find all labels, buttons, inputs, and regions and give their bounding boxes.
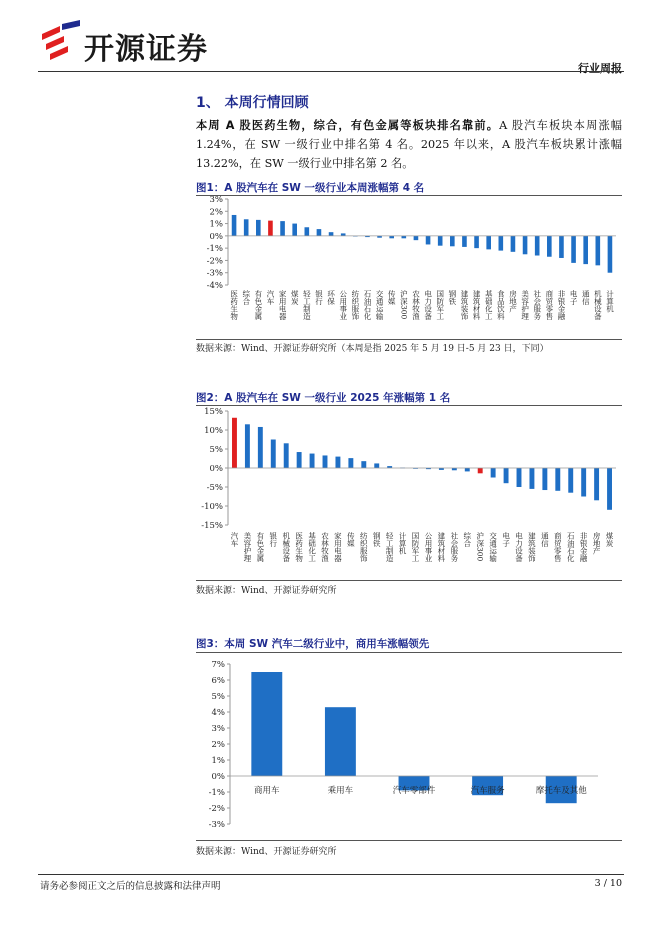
- x-tick-label: 有色金属: [255, 532, 265, 562]
- x-tick-label: 摩托车及其他: [535, 786, 587, 796]
- figure3-source: 数据来源：Wind、开源证券研究所: [196, 847, 337, 857]
- x-tick-label: 汽车: [229, 532, 239, 547]
- y-tick-label: -1%: [206, 244, 223, 255]
- bar-11: [361, 461, 366, 468]
- figure2-source: 数据来源：Wind、开源证券研究所: [196, 586, 337, 596]
- footer-disclaimer: 请务必参阅正文之后的信息披露和法律声明: [40, 881, 221, 892]
- x-tick-label: 农林牧渔: [320, 532, 330, 562]
- figure3-chart: [196, 654, 622, 838]
- y-tick-label: 15%: [204, 407, 223, 417]
- x-tick-label: 社会服务: [532, 290, 542, 320]
- y-tick-label: 6%: [211, 676, 225, 686]
- bar-3: [256, 220, 261, 236]
- y-tick-label: 5%: [209, 445, 223, 455]
- bar-20: [478, 468, 483, 473]
- x-tick-label: 汽车服务: [470, 786, 505, 796]
- bar-1: [232, 418, 237, 468]
- bar-4: [268, 221, 273, 236]
- x-tick-label: 纺织服饰: [359, 532, 369, 562]
- x-tick-label: 基础化工: [307, 532, 317, 562]
- bar-9: [329, 232, 334, 236]
- section-title: 1、 本周行情回顾: [196, 95, 309, 111]
- figure1-chart: [196, 196, 622, 336]
- x-tick-label: 房地产: [508, 290, 518, 313]
- bar-1: [251, 672, 282, 776]
- bar-22: [486, 236, 491, 250]
- y-tick-label: 0%: [209, 231, 223, 242]
- x-tick-label: 建筑装饰: [459, 290, 469, 320]
- figure2-title: 图2：A 股汽车在 SW 一级行业 2025 年涨幅第 1 名: [196, 392, 451, 404]
- y-tick-label: -15%: [201, 521, 223, 531]
- x-tick-label: 银行: [268, 532, 278, 547]
- bar-26: [535, 236, 540, 256]
- bar-24: [511, 236, 516, 252]
- x-tick-label: 轻工制造: [302, 290, 312, 320]
- x-tick-label: 建筑装饰: [527, 532, 537, 562]
- bar-8: [323, 455, 328, 468]
- y-tick-label: -4%: [206, 281, 223, 291]
- page-number: 3 / 10: [594, 878, 622, 889]
- x-tick-label: 医药生物: [294, 532, 304, 562]
- bar-23: [499, 236, 504, 251]
- y-tick-label: -2%: [206, 256, 223, 267]
- x-tick-label: 房地产: [592, 532, 602, 555]
- x-tick-label: 传媒: [387, 290, 397, 305]
- x-tick-label: 汽车零部件: [392, 786, 436, 796]
- bar-30: [607, 468, 612, 510]
- bar-17: [426, 236, 431, 245]
- x-tick-label: 纺织服饰: [350, 290, 360, 320]
- bar-6: [292, 224, 297, 236]
- lead-text: A 股汽车板块本周涨幅 1.24%，在 SW 一级行业中排名第 4 名。2025 年以来，A 股汽车板块累计涨幅 13.22%，在 SW 一级行业中排名第 2 名。: [196, 119, 622, 170]
- x-tick-label: 传媒: [346, 532, 356, 547]
- bar-12: [374, 463, 379, 468]
- bar-9: [335, 457, 340, 468]
- x-tick-label: 计算机: [605, 290, 615, 313]
- y-tick-label: -5%: [206, 483, 223, 493]
- x-tick-label: 沪深300: [475, 532, 485, 562]
- x-tick-label: 建筑材料: [472, 290, 482, 320]
- bar-24: [529, 468, 534, 489]
- x-tick-label: 通信: [540, 532, 550, 547]
- bar-28: [559, 236, 564, 258]
- bar-5: [284, 443, 289, 468]
- x-tick-label: 有色金属: [253, 290, 263, 320]
- x-tick-label: 煤炭: [605, 532, 615, 547]
- x-tick-label: 家用电器: [278, 290, 288, 320]
- x-tick-label: 商用车: [254, 786, 280, 796]
- x-tick-label: 美容护理: [520, 290, 530, 320]
- x-tick-label: 农林牧渔: [411, 290, 421, 320]
- bar-19: [450, 236, 455, 246]
- y-tick-label: 7%: [211, 660, 225, 670]
- y-tick-label: -2%: [208, 804, 225, 814]
- bar-31: [596, 236, 601, 265]
- x-tick-label: 钢铁: [372, 532, 382, 547]
- y-tick-label: 4%: [211, 708, 225, 718]
- figure2-bottom-rule: [196, 580, 622, 581]
- x-tick-label: 家用电器: [333, 532, 343, 562]
- x-tick-label: 社会服务: [449, 532, 459, 562]
- figure1-bottom-rule: [196, 339, 622, 340]
- bar-8: [317, 229, 322, 236]
- y-tick-label: 1%: [211, 756, 225, 766]
- y-tick-label: -3%: [208, 820, 225, 830]
- x-tick-label: 商贸零售: [544, 290, 554, 320]
- bar-2: [245, 424, 250, 468]
- x-tick-label: 石油石化: [362, 290, 372, 320]
- figure1-source: 数据来源：Wind、开源证券研究所（本周是指 2025 年 5 月 19 日-5 月 23 日，下同）: [196, 344, 549, 354]
- bar-30: [583, 236, 588, 264]
- x-tick-label: 汽车: [265, 290, 275, 305]
- bar-26: [555, 468, 560, 491]
- bar-18: [438, 236, 443, 246]
- lead-bold: 本周 A 股医药生物，综合，有色金属等板块排名靠前。: [196, 119, 500, 132]
- figure3-bottom-rule: [196, 840, 622, 841]
- bar-25: [542, 468, 547, 490]
- bar-23: [517, 468, 522, 487]
- y-tick-label: 5%: [211, 692, 225, 702]
- bar-10: [348, 458, 353, 468]
- x-tick-label: 公用事业: [338, 290, 348, 320]
- y-tick-label: 1%: [209, 219, 223, 230]
- bar-21: [474, 236, 479, 248]
- y-tick-label: 10%: [204, 426, 223, 436]
- footer-divider: [38, 874, 624, 875]
- x-tick-label: 通信: [581, 290, 591, 305]
- bar-3: [258, 427, 263, 468]
- x-tick-label: 计算机: [398, 532, 408, 555]
- x-tick-label: 钢铁: [447, 290, 457, 305]
- x-tick-label: 煤炭: [290, 290, 300, 305]
- x-tick-label: 石油石化: [566, 532, 576, 562]
- x-tick-label: 食品饮料: [496, 290, 506, 320]
- y-tick-label: 0%: [211, 772, 225, 782]
- brand-logo-icon: [40, 20, 82, 60]
- x-tick-label: 电力设备: [423, 290, 433, 320]
- report-type: 行业周报: [578, 62, 622, 75]
- x-tick-label: 综合: [462, 532, 472, 547]
- y-tick-label: 3%: [211, 724, 225, 734]
- x-tick-label: 国防军工: [435, 290, 445, 320]
- y-tick-label: 3%: [209, 196, 223, 205]
- x-tick-label: 电子: [569, 290, 579, 305]
- figure2-chart: [196, 406, 622, 578]
- x-tick-label: 环保: [326, 290, 336, 305]
- brand-name: 开源证券: [84, 32, 208, 67]
- bar-28: [581, 468, 586, 497]
- x-tick-label: 医药生物: [229, 290, 239, 320]
- figure3-title: 图3：本周 SW 汽车二级行业中，商用车涨幅领先: [196, 638, 430, 650]
- x-tick-label: 非银金融: [556, 290, 566, 320]
- x-tick-label: 沪深300: [399, 290, 409, 320]
- x-tick-label: 银行: [314, 290, 324, 305]
- bar-16: [414, 236, 419, 240]
- y-tick-label: 2%: [211, 740, 225, 750]
- figure3-top-rule: [196, 652, 622, 653]
- bar-32: [608, 236, 613, 273]
- bar-21: [491, 468, 496, 478]
- bar-27: [547, 236, 552, 257]
- bar-7: [310, 454, 315, 468]
- figure1-title: 图1：A 股汽车在 SW 一级行业本周涨幅第 4 名: [196, 182, 425, 194]
- x-tick-label: 美容护理: [242, 532, 252, 562]
- x-tick-label: 公用事业: [423, 532, 433, 562]
- bar-29: [571, 236, 576, 263]
- y-tick-label: -10%: [201, 502, 223, 512]
- x-tick-label: 电力设备: [514, 532, 524, 562]
- bar-29: [594, 468, 599, 500]
- bar-2: [325, 707, 356, 776]
- bar-2: [244, 219, 249, 236]
- section-paragraph: [196, 116, 622, 173]
- x-tick-label: 建筑材料: [436, 532, 446, 562]
- y-tick-label: 2%: [209, 207, 223, 218]
- x-tick-label: 乘用车: [327, 786, 354, 796]
- header-divider: [38, 71, 624, 72]
- x-tick-label: 机械设备: [593, 290, 603, 320]
- x-tick-label: 交通运输: [488, 532, 498, 562]
- bar-20: [462, 236, 467, 247]
- x-tick-label: 商贸零售: [553, 532, 563, 562]
- bar-1: [232, 215, 237, 236]
- bar-25: [523, 236, 528, 254]
- bar-22: [504, 468, 509, 483]
- x-tick-label: 电子: [501, 532, 511, 547]
- bar-4: [271, 440, 276, 469]
- x-tick-label: 基础化工: [484, 290, 494, 320]
- x-tick-label: 交通运输: [375, 290, 385, 320]
- x-tick-label: 国防军工: [411, 532, 421, 562]
- bar-27: [568, 468, 573, 493]
- bar-19: [465, 468, 470, 471]
- y-tick-label: -1%: [208, 788, 225, 798]
- y-tick-label: 0%: [209, 464, 223, 474]
- x-tick-label: 轻工制造: [385, 532, 395, 562]
- x-tick-label: 机械设备: [281, 532, 291, 562]
- bar-5: [280, 221, 285, 236]
- bar-6: [297, 452, 302, 468]
- y-tick-label: -3%: [206, 268, 223, 279]
- x-tick-label: 综合: [241, 290, 251, 305]
- x-tick-label: 非银金融: [579, 532, 589, 562]
- bar-7: [305, 227, 310, 236]
